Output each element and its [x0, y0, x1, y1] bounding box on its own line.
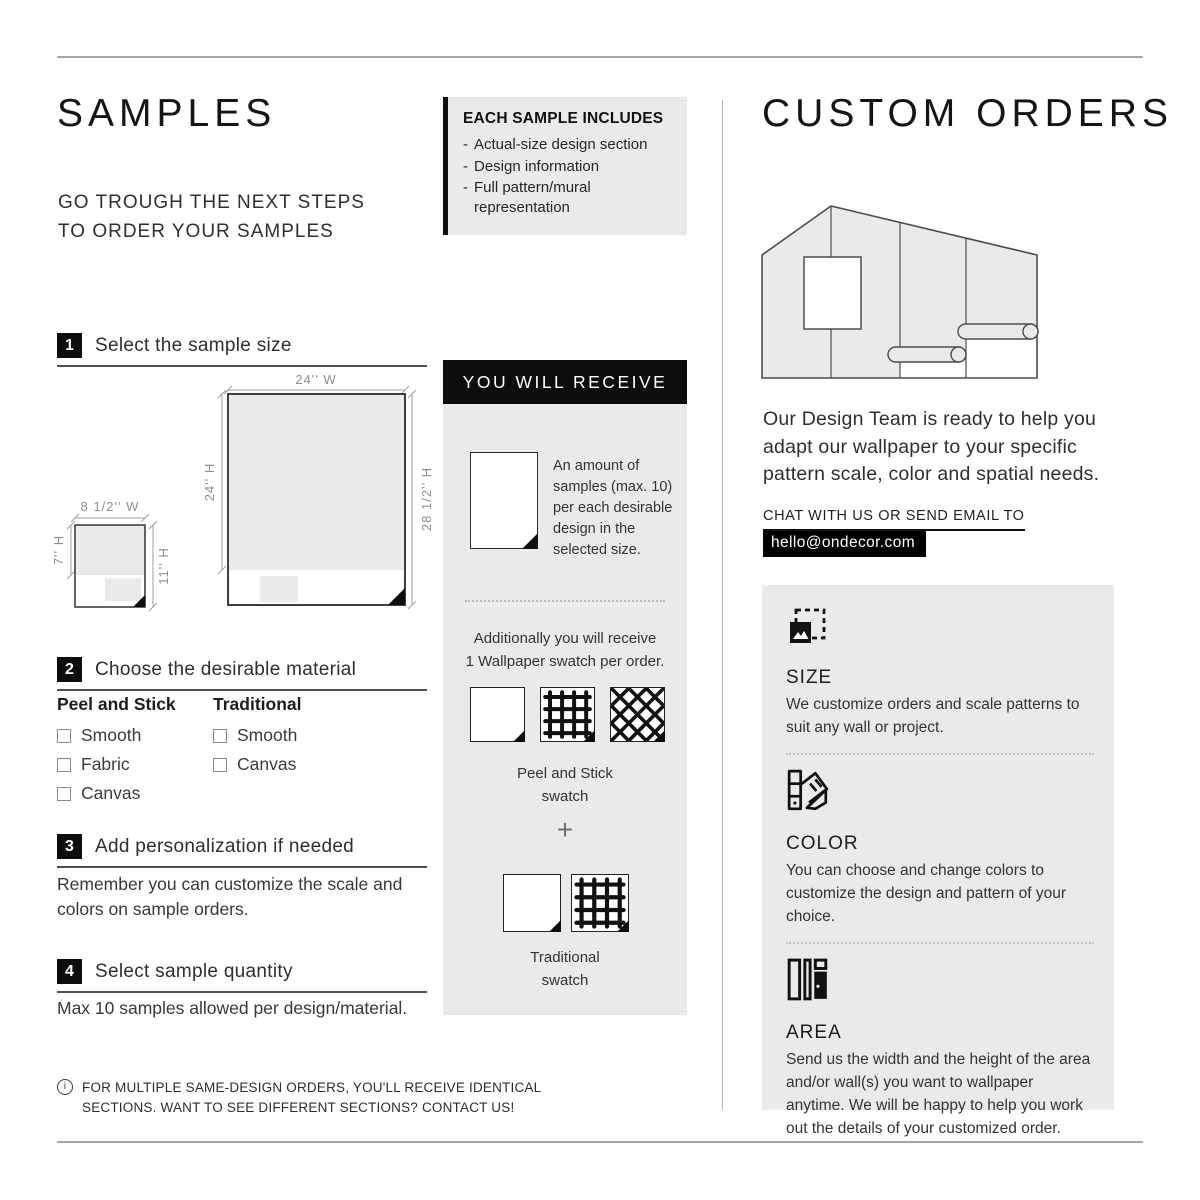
- customization-features-box: [762, 585, 1114, 1137]
- checkbox[interactable]: [213, 729, 227, 743]
- traditional-swatch-label: [443, 947, 687, 992]
- includes-list: [463, 135, 675, 217]
- area-icon: [786, 958, 830, 1002]
- step-1-header: [57, 333, 427, 367]
- peel-and-stick-swatch-label: [443, 763, 687, 808]
- large-height-full-label: 28 1/2'' H: [419, 466, 434, 532]
- footnote-text: [82, 1078, 541, 1119]
- material-option: [57, 725, 213, 746]
- dotted-divider: [465, 600, 665, 602]
- swatch-crosshatch-icon: [610, 687, 665, 742]
- material-option: [213, 754, 369, 775]
- step-2-header: [57, 657, 427, 691]
- footnote: [57, 1078, 541, 1119]
- material-option: [57, 783, 213, 804]
- step-4-label: Select sample quantity: [95, 960, 293, 982]
- samples-subtitle: [58, 188, 365, 247]
- sample-size-diagram: [50, 368, 440, 620]
- window: [804, 257, 861, 329]
- swatch-grid-icon: [571, 874, 629, 932]
- dotted-divider: [786, 942, 1094, 944]
- material-option-label: Fabric: [81, 754, 130, 774]
- you-will-receive-banner: YOU WILL RECEIVE: [443, 360, 687, 404]
- label-line: swatch: [541, 787, 589, 805]
- additionally-line: 1 Wallpaper swatch per order.: [465, 652, 665, 670]
- materials-section: [57, 694, 369, 812]
- material-option-label: Smooth: [237, 725, 298, 745]
- design-team-intro: Our Design Team is ready to help you adapt our wallpaper to your specific pattern scale, color and spatial needs.: [763, 408, 1100, 486]
- step-3-label: Add personalization if needed: [95, 835, 355, 857]
- additionally-text: [443, 628, 687, 673]
- includes-item: - Design information: [463, 157, 675, 177]
- dotted-divider: [786, 753, 1094, 755]
- checkbox[interactable]: [57, 758, 71, 772]
- feature-heading: COLOR: [786, 832, 859, 854]
- contact-label: CHAT WITH US OR SEND EMAIL TO: [763, 508, 1025, 531]
- additionally-line: Additionally you will receive: [473, 630, 657, 647]
- large-width-label: 24'' W: [295, 372, 337, 387]
- material-column-traditional: [213, 694, 369, 812]
- step-1-label: Select the sample size: [95, 334, 292, 356]
- step-4-header: [57, 959, 427, 993]
- step-3-number: 3: [57, 834, 82, 859]
- feature-size: [786, 607, 1094, 740]
- step-4-number: 4: [57, 959, 82, 984]
- feature-color: [786, 769, 1094, 929]
- step-2-number: 2: [57, 657, 82, 682]
- top-rule: [57, 56, 1143, 58]
- size-icon: [786, 607, 828, 647]
- samples-amount-text: An amount of samples (max. 10) per each desirable design in the selected size.: [553, 458, 673, 559]
- footnote-line: SECTIONS. WANT TO SEE DIFFERENT SECTIONS? CONTACT US!: [82, 1100, 515, 1116]
- swatch-grid-icon: [540, 687, 595, 742]
- sample-sheet-icon: [470, 452, 538, 549]
- subtitle-line: GO TROUGH THE NEXT STEPS: [58, 192, 365, 213]
- checkbox[interactable]: [57, 787, 71, 801]
- folded-corner: [617, 920, 629, 932]
- material-option-label: Smooth: [81, 725, 142, 745]
- wallpaper-roll: [958, 324, 1038, 339]
- folded-corner: [513, 730, 525, 742]
- small-height-full-label: 11'' H: [156, 547, 171, 585]
- swatch-blank-icon: [470, 687, 525, 742]
- large-sample-sheet: [228, 394, 405, 605]
- includes-item: - Full pattern/mural representation: [463, 178, 675, 217]
- folded-corner: [549, 920, 561, 932]
- label-line: Peel and Stick: [517, 765, 613, 782]
- step-2-label: Choose the desirable material: [95, 658, 357, 680]
- material-option: [213, 725, 369, 746]
- step-1-number: 1: [57, 333, 82, 358]
- material-column-title: Traditional: [213, 694, 302, 714]
- feature-heading: SIZE: [786, 667, 833, 688]
- checkbox[interactable]: [213, 758, 227, 772]
- small-width-label: 8 1/2'' W: [80, 499, 140, 514]
- swatch-blank-icon: [503, 874, 561, 932]
- feature-description: You can choose and change colors to customize the design and pattern of your choice.: [786, 861, 1067, 925]
- large-height-sample-label: 24'' H: [202, 462, 217, 502]
- label-line: swatch: [541, 971, 589, 989]
- label-line: Traditional: [530, 949, 600, 966]
- folded-corner: [522, 533, 538, 549]
- material-option-label: Canvas: [81, 783, 141, 803]
- feature-description: Send us the width and the height of the area and/or wall(s) you want to wallpaper anytime. We will be happy to help you work out the details of your customized order.: [786, 1050, 1091, 1137]
- you-will-receive-panel: [443, 404, 687, 1015]
- custom-orders-title: CUSTOM ORDERS: [762, 92, 1173, 135]
- feature-heading: AREA: [786, 1021, 842, 1043]
- feature-description: We customize orders and scale patterns to suit any wall or project.: [786, 696, 1080, 736]
- contact-block: [763, 508, 1025, 557]
- wallpapered-wall-illustration: [757, 197, 1057, 387]
- subtitle-line: TO ORDER YOUR SAMPLES: [58, 221, 334, 243]
- small-height-sample-label: 7'' H: [51, 534, 66, 566]
- plus-sign: +: [556, 814, 574, 845]
- material-column-title: Peel and Stick: [57, 694, 176, 714]
- checkbox[interactable]: [57, 729, 71, 743]
- email-chip[interactable]: hello@ondecor.com: [763, 531, 926, 557]
- samples-title: SAMPLES: [57, 92, 277, 135]
- includes-item: - Actual-size design section: [463, 135, 675, 155]
- material-option-label: Canvas: [237, 754, 297, 774]
- step-4-note: Max 10 samples allowed per design/material.: [57, 998, 408, 1018]
- footnote-line: FOR MULTIPLE SAME-DESIGN ORDERS, YOU'LL RECEIVE IDENTICAL: [82, 1080, 542, 1095]
- info-icon: i: [57, 1079, 73, 1095]
- step-3-header: [57, 834, 427, 868]
- material-column-peel-and-stick: [57, 694, 213, 812]
- wallpaper-roll: [888, 347, 966, 362]
- small-sample-sheet: [75, 525, 145, 607]
- step-3-note: Remember you can customize the scale and colors on sample orders.: [57, 874, 403, 919]
- column-divider: [722, 100, 723, 1110]
- folded-corner: [583, 730, 595, 742]
- includes-title: EACH SAMPLE INCLUDES: [463, 110, 664, 127]
- color-icon: [786, 769, 830, 813]
- bottom-rule: [57, 1141, 1143, 1143]
- material-option: [57, 754, 213, 775]
- feature-area: [786, 958, 1094, 1141]
- each-sample-includes-box: [443, 97, 687, 235]
- folded-corner: [653, 730, 665, 742]
